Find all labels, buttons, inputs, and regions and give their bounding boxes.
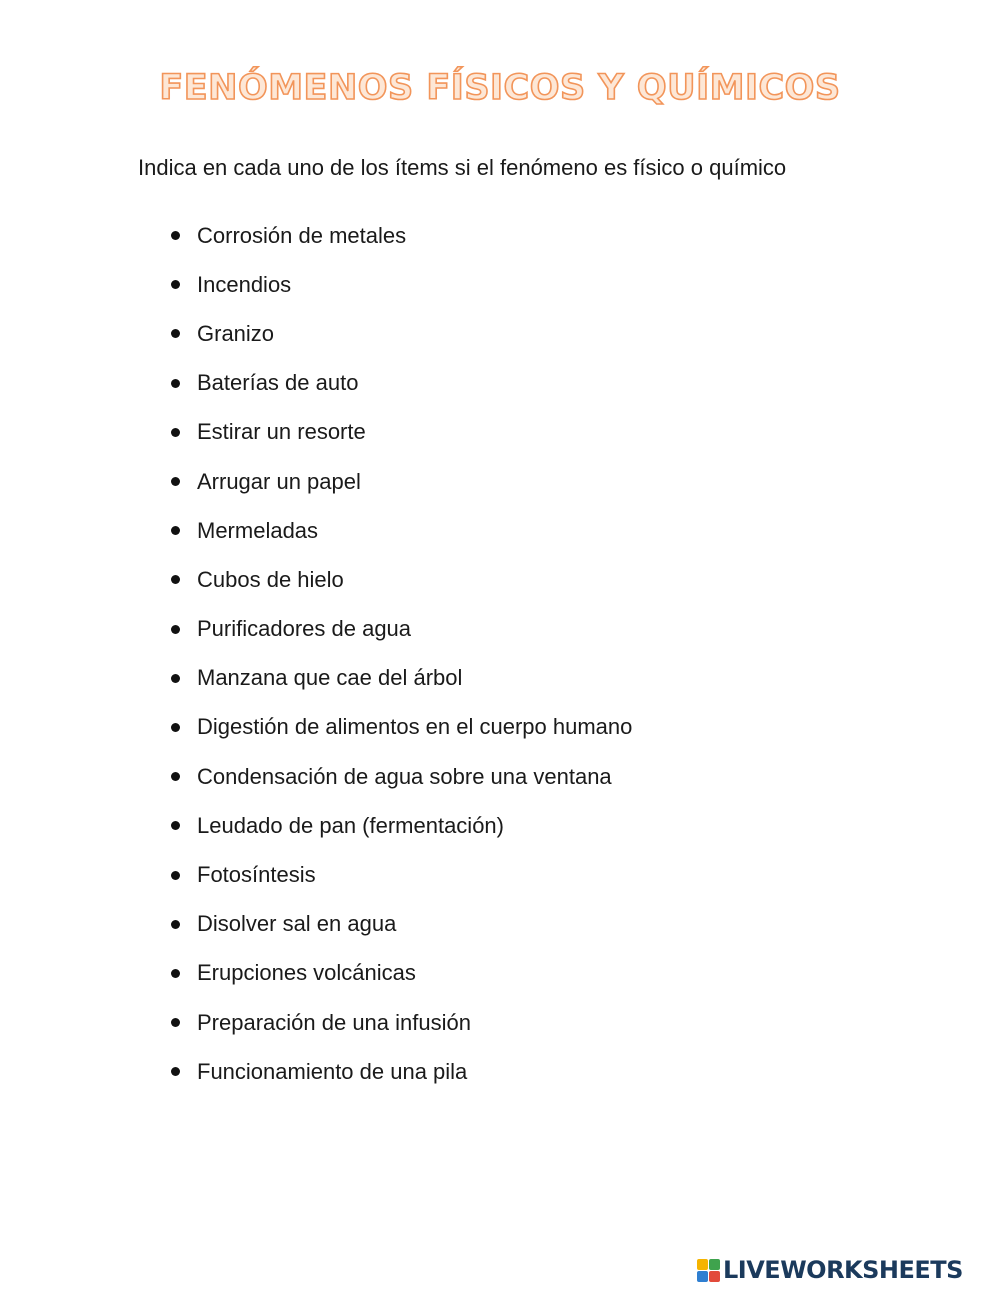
list-item-label: Incendios <box>197 271 292 297</box>
bullet-icon <box>168 871 197 880</box>
list-item <box>168 506 632 555</box>
list-item <box>168 949 632 998</box>
list-item-label: Mermeladas <box>197 517 319 543</box>
page-title: FENÓMENOS FÍSICOS Y QUÍMICOS <box>159 68 841 108</box>
list-item-label: Purificadores de agua <box>197 616 412 642</box>
bullet-icon <box>168 1067 197 1076</box>
bullet-icon <box>168 674 197 683</box>
instruction-text: Indica en cada uno de los ítems si el fenómeno es físico o químico <box>138 155 787 180</box>
list-item <box>168 260 632 309</box>
list-item-label: Manzana que cae del árbol <box>197 665 463 691</box>
list-item-label: Cubos de hielo <box>197 566 344 592</box>
bullet-icon <box>168 575 197 584</box>
list-item-label: Corrosión de metales <box>197 222 407 248</box>
list-item <box>168 359 632 408</box>
bullet-icon <box>168 428 197 437</box>
list-item-label: Erupciones volcánicas <box>197 960 416 986</box>
liveworksheets-logo-icon <box>697 1259 720 1282</box>
bullet-icon <box>168 821 197 830</box>
list-item <box>168 752 632 801</box>
list-item <box>168 850 632 899</box>
list-item <box>168 605 632 654</box>
logo-square-blue <box>697 1271 708 1282</box>
liveworksheets-brand <box>697 1256 963 1284</box>
list-item <box>168 998 632 1047</box>
list-item-label: Condensación de agua sobre una ventana <box>197 763 612 789</box>
list-item-label: Baterías de auto <box>197 370 359 396</box>
list-item-label: Leudado de pan (fermentación) <box>197 812 504 838</box>
bullet-icon <box>168 772 197 781</box>
list-item <box>168 555 632 604</box>
bullet-icon <box>168 379 197 388</box>
logo-square-red <box>709 1271 720 1282</box>
bullet-icon <box>168 920 197 929</box>
bullet-icon <box>168 723 197 732</box>
bullet-icon <box>168 280 197 289</box>
list-item-label: Digestión de alimentos en el cuerpo humano <box>197 714 633 740</box>
list-item <box>168 654 632 703</box>
bullet-icon <box>168 969 197 978</box>
list-item <box>168 900 632 949</box>
list-item <box>168 211 632 260</box>
phenomena-list <box>168 211 632 1096</box>
list-item-label: Estirar un resorte <box>197 419 366 445</box>
list-item-label: Disolver sal en agua <box>197 911 397 937</box>
list-item <box>168 703 632 752</box>
list-item <box>168 457 632 506</box>
list-item <box>168 309 632 358</box>
list-item <box>168 408 632 457</box>
bullet-icon <box>168 329 197 338</box>
bullet-icon <box>168 625 197 634</box>
brand-name: LIVEWORKSHEETS <box>723 1256 963 1284</box>
bullet-icon <box>168 1018 197 1027</box>
bullet-icon <box>168 477 197 486</box>
list-item <box>168 1047 632 1096</box>
list-item <box>168 801 632 850</box>
logo-square-yellow <box>697 1259 708 1270</box>
list-item-label: Granizo <box>197 320 275 346</box>
list-item-label: Fotosíntesis <box>197 862 316 888</box>
logo-square-green <box>709 1259 720 1270</box>
list-item-label: Funcionamiento de una pila <box>197 1058 468 1084</box>
list-item-label: Arrugar un papel <box>197 468 361 494</box>
bullet-icon <box>168 231 197 240</box>
list-item-label: Preparación de una infusión <box>197 1009 471 1035</box>
bullet-icon <box>168 526 197 535</box>
